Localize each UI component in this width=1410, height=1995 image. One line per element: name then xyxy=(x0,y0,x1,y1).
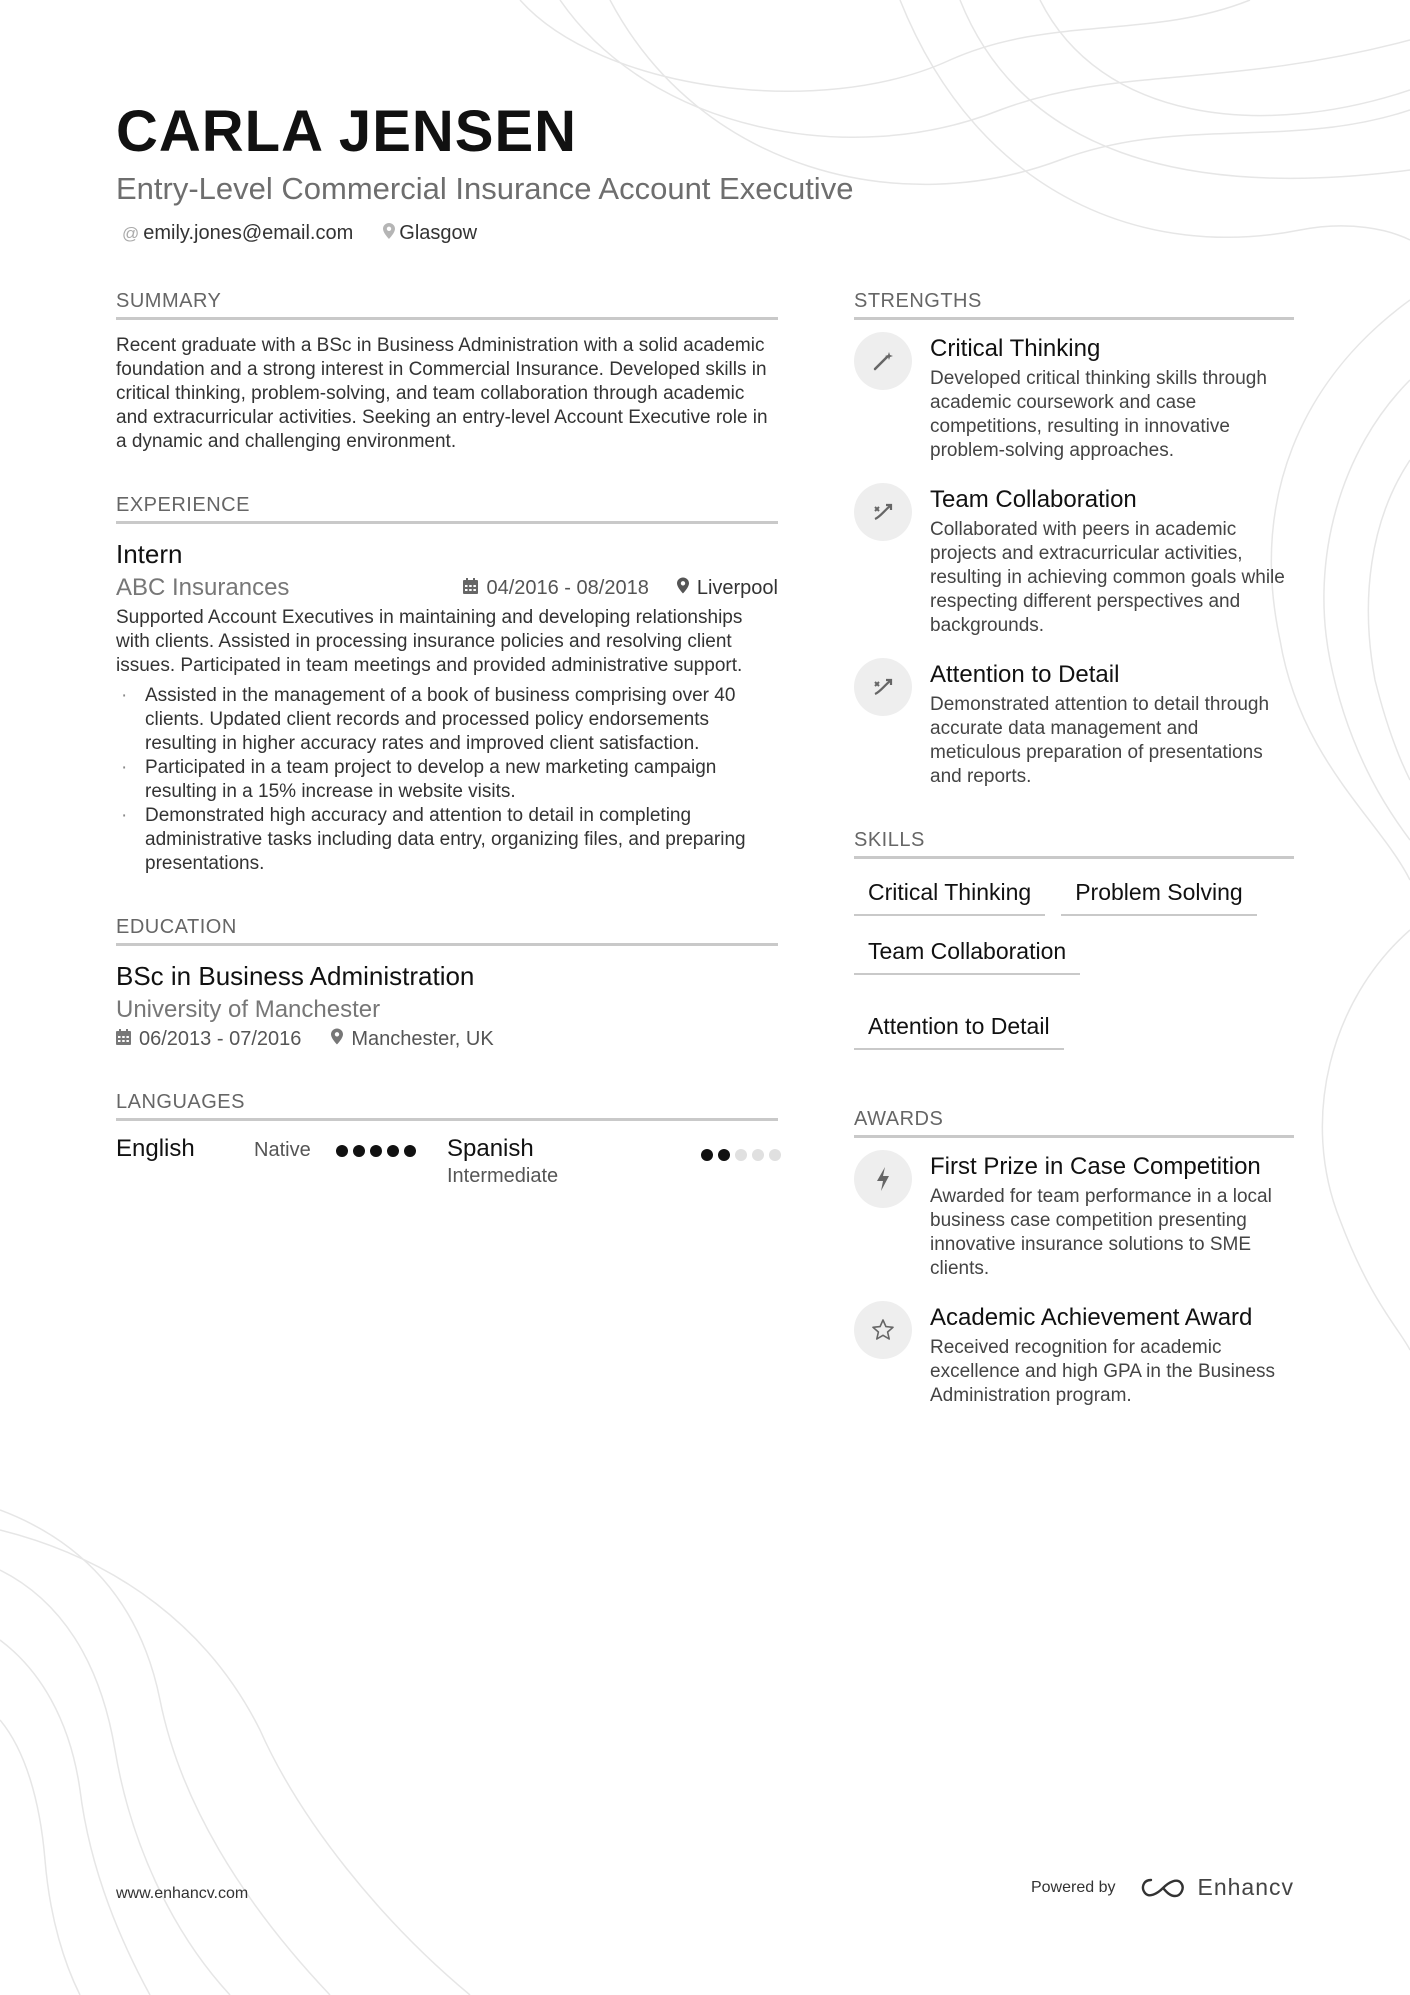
map-pin-icon xyxy=(383,223,395,244)
strengths-heading: STRENGTHS xyxy=(854,290,1294,320)
summary-section xyxy=(116,290,778,454)
experience-section xyxy=(116,494,778,876)
rating-dot xyxy=(336,1145,348,1157)
enhancv-logo[interactable] xyxy=(1139,1874,1294,1901)
strength-item xyxy=(854,334,1294,463)
award-desc: Awarded for team performance in a local business case competition presenting innovative insurance solutions to SME clients. xyxy=(930,1186,1272,1279)
language-name: English xyxy=(116,1135,195,1162)
education-section xyxy=(116,916,778,1051)
languages-heading: LANGUAGES xyxy=(116,1091,778,1121)
resume-page xyxy=(116,99,1296,1406)
enhancv-logo-icon xyxy=(1139,1876,1187,1900)
powered-by-text: Powered by xyxy=(1030,1878,1116,1896)
rating-dot xyxy=(370,1145,382,1157)
experience-company: ABC Insurances xyxy=(116,574,290,601)
education-degree: BSc in Business Administration xyxy=(116,961,475,991)
footer-website[interactable]: www.enhancv.com xyxy=(116,1885,249,1902)
awards-heading: AWARDS xyxy=(854,1108,1294,1138)
strength-title: Attention to Detail xyxy=(930,661,1120,688)
map-pin-icon xyxy=(677,577,689,600)
location-contact xyxy=(383,222,477,245)
experience-role: Intern xyxy=(116,539,183,569)
lightning-icon xyxy=(854,1150,912,1208)
strength-desc: Demonstrated attention to detail through accurate data management and meticulous preparation of presentations and reports. xyxy=(930,694,1270,787)
education-meta xyxy=(116,1028,778,1051)
rating-dot xyxy=(718,1149,730,1161)
strength-title: Critical Thinking xyxy=(930,335,1101,362)
award-desc: Received recognition for academic excellence and high GPA in the Business Administration program. xyxy=(930,1337,1276,1406)
left-column xyxy=(116,290,778,1235)
magic-wand-icon xyxy=(854,332,912,390)
experience-dates-text: 04/2016 - 08/2018 xyxy=(486,576,649,599)
language-level: Native xyxy=(254,1139,311,1161)
education-school: University of Manchester xyxy=(116,996,381,1023)
strength-item xyxy=(854,485,1294,638)
candidate-name: CARLA JENSEN xyxy=(116,99,578,164)
rating-dot xyxy=(353,1145,365,1157)
experience-heading: EXPERIENCE xyxy=(116,494,778,524)
list-item: · Demonstrated high accuracy and attention to detail in completing administrative tasks including data entry, organizing files, and preparing presentations. xyxy=(116,804,778,876)
education-dates xyxy=(116,1028,301,1051)
rating-dot xyxy=(387,1145,399,1157)
education-dates-text: 06/2013 - 07/2016 xyxy=(139,1028,302,1050)
summary-text: Recent graduate with a BSc in Business Administration with a solid academic foundation and a strong interest in Commercial Insurance. Developed skills in critical thinking, problem-solving, and team collaboration through academic and extracurricular activities. Seeking an entry-level Account Executive role in a dynamic and challenging environment. xyxy=(116,335,768,452)
experience-location-text: Liverpool xyxy=(696,576,778,599)
email-text: emily.jones@email.com xyxy=(143,222,354,244)
experience-description: Supported Account Executives in maintaining and developing relationships with clients. Assisted in processing insurance policies and resolving client issues. Participated in team meetings and provided administrative support. xyxy=(116,607,743,676)
rating-dot xyxy=(404,1145,416,1157)
skills-heading: SKILLS xyxy=(854,829,1294,859)
calendar-icon xyxy=(116,1028,131,1051)
list-item: · Participated in a team project to develop a new marketing campaign resulting in a 15% increase in website visits. xyxy=(116,756,778,804)
summary-heading: SUMMARY xyxy=(116,290,778,320)
language-rating xyxy=(701,1149,781,1161)
award-title: First Prize in Case Competition xyxy=(930,1153,1261,1180)
at-icon: @ xyxy=(122,223,140,243)
experience-dates xyxy=(463,577,648,600)
language-name: Spanish xyxy=(447,1135,534,1162)
skill-tag: Problem Solving xyxy=(1061,873,1256,916)
strengths-section xyxy=(854,290,1294,789)
language-english xyxy=(116,1135,447,1195)
strength-desc: Collaborated with peers in academic projects and extracurricular activities, resulting in achieving common goals while respecting different perspectives and backgrounds. xyxy=(930,519,1285,636)
strength-desc: Developed critical thinking skills through academic coursework and case competitions, resulting in innovative problem-solving approaches. xyxy=(930,368,1267,461)
skills-section xyxy=(854,829,1294,1050)
languages-list xyxy=(116,1135,778,1195)
star-icon xyxy=(854,1301,912,1359)
brand-name: Enhancv xyxy=(1197,1874,1294,1900)
award-item xyxy=(854,1303,1294,1408)
skill-tag: Team Collaboration xyxy=(854,932,1080,975)
list-item: · Assisted in the management of a book of business comprising over 40 clients. Updated client records and processed policy endorsements resulting in higher accuracy rates and improved client satisfaction. xyxy=(116,684,778,756)
skill-tag: Attention to Detail xyxy=(854,1007,1064,1050)
job-title: Entry-Level Commercial Insurance Account Executive xyxy=(116,171,854,206)
email-contact[interactable] xyxy=(122,222,353,245)
languages-section xyxy=(116,1091,778,1195)
contact-info xyxy=(116,222,1296,245)
location-text: Glasgow xyxy=(399,222,478,244)
award-item xyxy=(854,1152,1294,1281)
award-title: Academic Achievement Award xyxy=(930,1304,1253,1331)
arrows-icon xyxy=(854,483,912,541)
rating-dot xyxy=(752,1149,764,1161)
arrows-icon xyxy=(854,658,912,716)
education-location xyxy=(331,1028,493,1051)
rating-dot xyxy=(701,1149,713,1161)
language-rating xyxy=(336,1145,416,1157)
experience-location xyxy=(677,577,778,600)
education-heading: EDUCATION xyxy=(116,916,778,946)
footer-branding xyxy=(1031,1874,1294,1901)
strength-item xyxy=(854,660,1294,789)
rating-dot xyxy=(769,1149,781,1161)
skill-tag: Critical Thinking xyxy=(854,873,1045,916)
right-column xyxy=(854,290,1294,1448)
experience-bullets xyxy=(116,684,778,876)
experience-meta xyxy=(116,574,778,602)
language-level: Intermediate xyxy=(447,1165,559,1187)
language-spanish xyxy=(447,1135,778,1195)
strength-title: Team Collaboration xyxy=(930,486,1137,513)
skills-list xyxy=(854,873,1294,1050)
rating-dot xyxy=(735,1149,747,1161)
calendar-icon xyxy=(463,577,478,600)
awards-section xyxy=(854,1108,1294,1408)
education-location-text: Manchester, UK xyxy=(351,1028,494,1050)
map-pin-icon xyxy=(331,1028,343,1051)
